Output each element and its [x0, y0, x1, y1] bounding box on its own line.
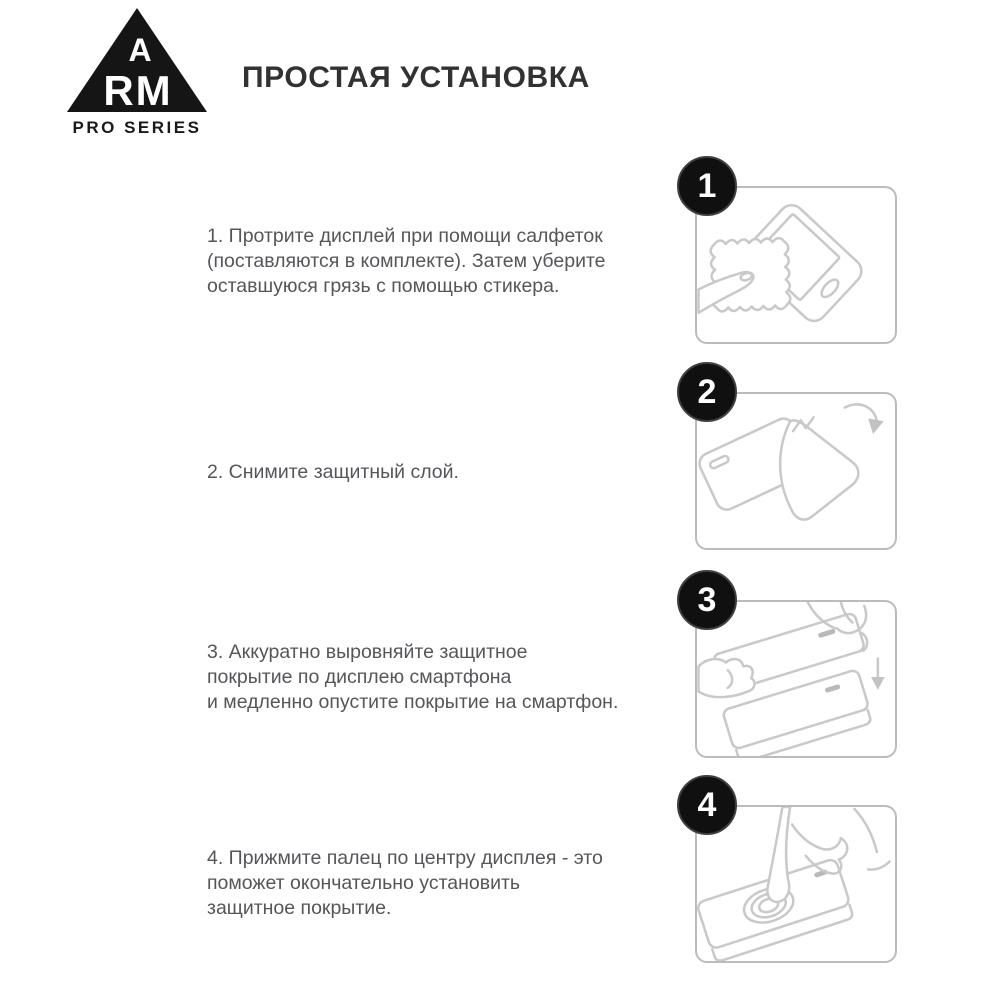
- step-1-number-badge: 1: [677, 156, 737, 216]
- step-2-line-1: 2. Снимите защитный слой.: [207, 461, 459, 483]
- left-hand-icon: [699, 659, 755, 697]
- align-film-illustration: [697, 602, 895, 756]
- logo-tagline: PRO SERIES: [72, 118, 202, 137]
- page-title: ПРОСТАЯ УСТАНОВКА: [242, 61, 590, 94]
- step-1-line-1: 1. Протрите дисплей при помощи салфеток: [207, 225, 603, 247]
- step-3-line-1: 3. Аккуратно выровняйте защитное: [207, 641, 528, 663]
- peeling-layer-icon: [780, 420, 858, 519]
- step-4-line-3: защитное покрытие.: [207, 897, 392, 919]
- step-4-line-2: поможет окончательно установить: [207, 872, 521, 894]
- step-3-figure: [677, 570, 902, 775]
- step-4-text: [207, 846, 603, 921]
- step-3-text: [207, 640, 618, 715]
- brand-logo: [62, 6, 212, 136]
- step-3-line-3: и медленно опустите покрытие на смартфон.: [207, 691, 619, 713]
- flip-arrow-icon: [845, 404, 877, 421]
- index-finger-icon: [767, 807, 790, 902]
- step-2-text: [207, 460, 459, 485]
- step-3-number-badge: 3: [677, 570, 737, 630]
- logo-letter-a: A: [128, 32, 152, 68]
- down-arrow-head-icon: [871, 677, 885, 690]
- step-1-figure: [677, 156, 902, 361]
- step-2-figure: [677, 362, 902, 567]
- step-4-figure: [677, 775, 902, 980]
- step-1-line-2: (поставляются в комплекте). Затем уберите: [207, 250, 606, 272]
- logo-triangle-icon: [62, 6, 212, 116]
- wrist-icon: [854, 809, 876, 852]
- wrist-line-icon: [868, 862, 889, 870]
- press-center-illustration: [697, 807, 895, 961]
- step-4-number-badge: 4: [677, 775, 737, 835]
- step-1-line-3: оставшуюся грязь с помощью стикера.: [207, 275, 560, 297]
- step-1-text: [207, 224, 606, 299]
- curled-finger-1-icon: [819, 838, 840, 849]
- wipe-phone-illustration: [697, 188, 895, 342]
- hand-knuckle-icon: [792, 825, 819, 848]
- logo-letters-rm: RM: [103, 67, 173, 114]
- flip-arrow-head-icon: [868, 418, 884, 434]
- step-2-number-badge: 2: [677, 362, 737, 422]
- step-3-line-2: покрытие по дисплею смартфона: [207, 666, 512, 688]
- step-4-line-1: 4. Прижмите палец по центру дисплея - это: [207, 847, 603, 869]
- peel-film-illustration: [697, 394, 895, 548]
